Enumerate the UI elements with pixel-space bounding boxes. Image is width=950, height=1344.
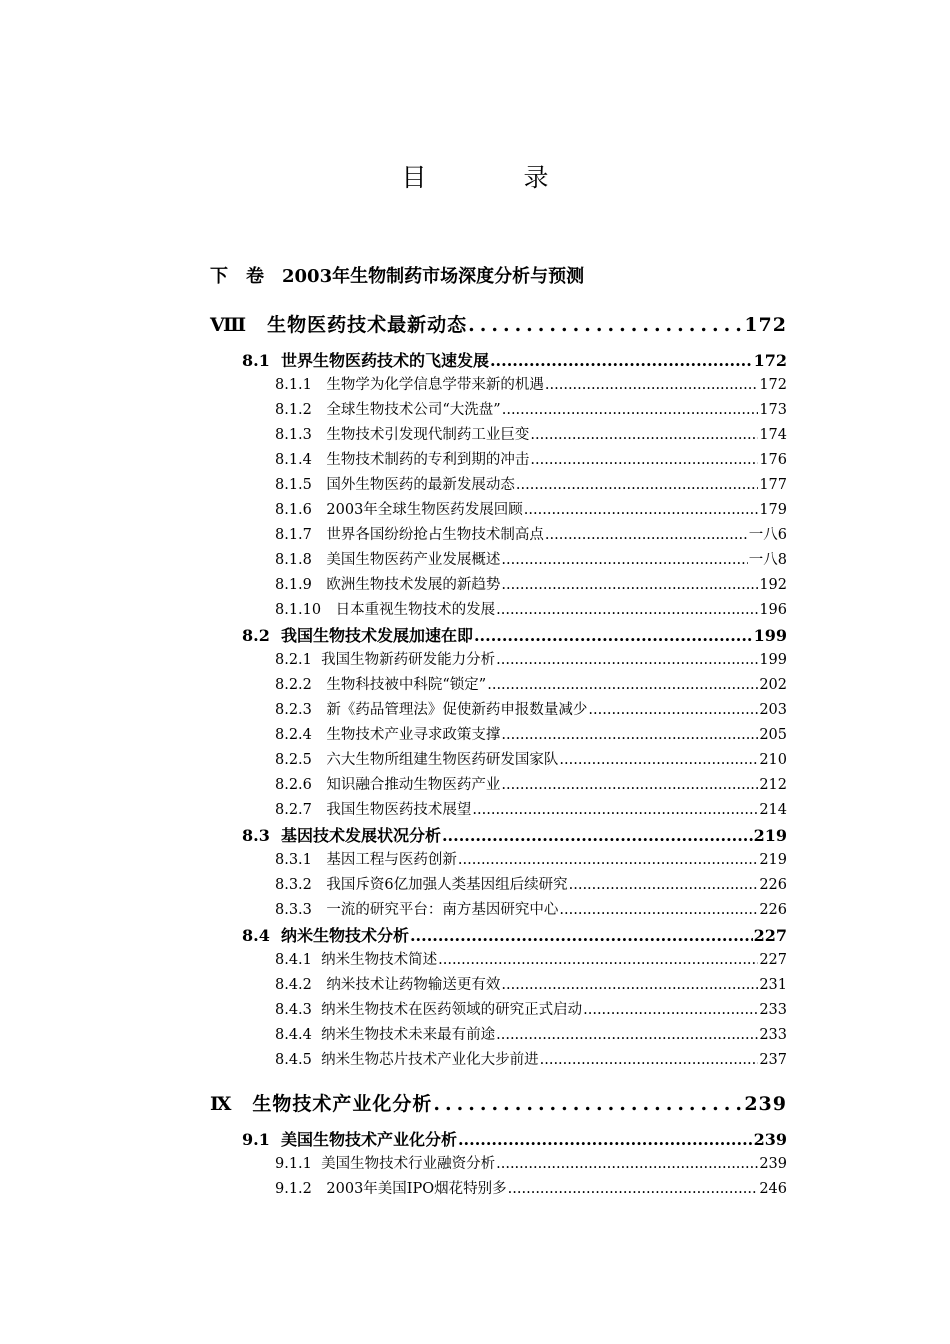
toc-entry-label: 8.2.5 六大生物所组建生物医药研发国家队 xyxy=(275,752,559,768)
toc-entry-page-number: 202 xyxy=(759,677,787,693)
toc-entry-label: 9.1.2 2003年美国IPO烟花特别多 xyxy=(275,1181,507,1197)
toc-entry-page-number: 239 xyxy=(759,1156,787,1172)
toc-sub-entry[interactable] xyxy=(210,573,787,598)
toc-sub-entry[interactable] xyxy=(210,498,787,523)
toc-entry-page-number: 172 xyxy=(759,377,787,393)
toc-sub-entry[interactable] xyxy=(210,798,787,823)
dot-leader xyxy=(545,373,758,398)
toc-sub-entry[interactable] xyxy=(210,1023,787,1048)
dot-leader xyxy=(559,748,758,773)
dot-leader xyxy=(487,673,758,698)
dot-leader xyxy=(458,1127,753,1152)
dot-leader xyxy=(583,998,758,1023)
toc-sub-entry[interactable] xyxy=(210,773,787,798)
dot-leader xyxy=(501,773,758,798)
toc-entry-page-number: 203 xyxy=(759,702,787,718)
toc-sub-entry[interactable] xyxy=(210,548,787,573)
dot-leader xyxy=(474,623,753,648)
toc-entry-page-number: 177 xyxy=(759,477,787,493)
toc-entry-page-number: 219 xyxy=(753,826,787,845)
toc-sub-entry[interactable] xyxy=(210,698,787,723)
toc-entry-label: 9.1 美国生物技术产业化分析 xyxy=(242,1130,457,1149)
toc-entry-page-number: 233 xyxy=(759,1002,787,1018)
toc-section-entry[interactable] xyxy=(210,348,787,373)
toc-entry-label: 8.1.6 2003年全球生物医药发展回顾 xyxy=(275,502,523,518)
toc-entry-label: 8.2.2 生物科技被中科院“锁定” xyxy=(275,677,487,693)
dot-leader xyxy=(438,948,758,973)
toc-section-entry[interactable] xyxy=(210,623,787,648)
toc-entry-label: 8.3.1 基因工程与医药创新 xyxy=(275,852,457,868)
toc-entry-label: 8.1.10 日本重视生物技术的发展 xyxy=(275,602,496,618)
toc-entry-page-number: 233 xyxy=(759,1027,787,1043)
toc-entry-page-number: 231 xyxy=(759,977,787,993)
toc-entry-page-number: 192 xyxy=(759,577,787,593)
dot-leader xyxy=(501,723,758,748)
dot-leader xyxy=(530,448,758,473)
toc-sub-entry[interactable] xyxy=(210,723,787,748)
toc-sub-entry[interactable] xyxy=(210,873,787,898)
toc-section-entry[interactable] xyxy=(210,1127,787,1152)
toc-entry-page-number: 172 xyxy=(753,351,787,370)
dot-leader xyxy=(530,423,758,448)
toc-entry-label: 8.4.5 纳米生物芯片技术产业化大步前进 xyxy=(275,1052,539,1068)
dot-leader xyxy=(569,873,759,898)
dot-leader xyxy=(508,1177,759,1202)
toc-section-entry[interactable] xyxy=(210,823,787,848)
toc-entry-page-number: 219 xyxy=(759,852,787,868)
dot-leader xyxy=(502,398,759,423)
dot-leader xyxy=(433,1081,743,1127)
volume-heading: 下 卷 2003年生物制药市场深度分析与预测 xyxy=(210,266,585,287)
toc-entry-label: 8.3.3 一流的研究平台：南方基因研究中心 xyxy=(275,902,559,918)
toc-chapter-entry[interactable] xyxy=(210,1081,787,1127)
toc-sub-entry[interactable] xyxy=(210,848,787,873)
toc-entry-page-number: 214 xyxy=(759,802,787,818)
toc-sub-entry[interactable] xyxy=(210,523,787,548)
dot-leader xyxy=(588,698,758,723)
toc-entry-page-number: 227 xyxy=(753,926,787,945)
toc-entry-page-number: 199 xyxy=(759,652,787,668)
dot-leader xyxy=(490,348,753,373)
toc-entry-label: 8.1.8 美国生物医药产业发展概述 xyxy=(275,552,501,568)
toc-sub-entry[interactable] xyxy=(210,373,787,398)
toc-sub-entry[interactable] xyxy=(210,648,787,673)
toc-entry-page-number: 205 xyxy=(759,727,787,743)
toc-entry-page-number: 246 xyxy=(759,1181,787,1197)
toc-entry-label: 9.1.1 美国生物技术行业融资分析 xyxy=(275,1156,496,1172)
toc-entry-label: 8.2 我国生物技术发展加速在即 xyxy=(242,626,473,645)
toc-entry-label: 8.2.1 我国生物新药研发能力分析 xyxy=(275,652,496,668)
toc-chapter-entry[interactable] xyxy=(210,302,787,348)
toc-sub-entry[interactable] xyxy=(210,948,787,973)
toc-entry-label: 8.4.1 纳米生物技术简述 xyxy=(275,952,438,968)
dot-leader xyxy=(496,598,758,623)
toc-sub-entry[interactable] xyxy=(210,398,787,423)
table-of-contents xyxy=(210,302,787,1202)
dot-leader xyxy=(472,798,758,823)
toc-entry-label: 8.1.5 国外生物医药的最新发展动态 xyxy=(275,477,515,493)
toc-entry-label: 8.1.2 全球生物技术公司“大洗盘” xyxy=(275,402,501,418)
dot-leader xyxy=(458,848,758,873)
toc-sub-entry[interactable] xyxy=(210,1048,787,1073)
dot-leader xyxy=(501,548,747,573)
toc-entry-label: 8.1.9 欧洲生物技术发展的新趋势 xyxy=(275,577,501,593)
toc-entry-page-number: 173 xyxy=(759,402,787,418)
dot-leader xyxy=(496,1023,758,1048)
toc-entry-page-number: 239 xyxy=(744,1093,787,1115)
toc-entry-page-number: 227 xyxy=(759,952,787,968)
dot-leader xyxy=(496,648,758,673)
toc-entry-page-number: 212 xyxy=(759,777,787,793)
dot-leader xyxy=(501,573,758,598)
dot-leader xyxy=(468,302,743,348)
toc-sub-entry[interactable] xyxy=(210,423,787,448)
dot-leader xyxy=(442,823,753,848)
toc-entry-label: 8.2.4 生物技术产业寻求政策支撑 xyxy=(275,727,501,743)
toc-sub-entry[interactable] xyxy=(210,673,787,698)
toc-entry-page-number: 226 xyxy=(759,877,787,893)
dot-leader xyxy=(524,498,759,523)
toc-entry-label: 8.1.3 生物技术引发现代制药工业巨变 xyxy=(275,427,530,443)
toc-entry-label: 8.1.1 生物学为化学信息学带来新的机遇 xyxy=(275,377,544,393)
toc-entry-page-number: 176 xyxy=(759,452,787,468)
toc-section-entry[interactable] xyxy=(210,923,787,948)
dot-leader xyxy=(559,898,758,923)
toc-sub-entry[interactable] xyxy=(210,998,787,1023)
toc-entry-label: Ⅷ 生物医药技术最新动态 xyxy=(210,314,468,336)
toc-entry-label: 8.4.4 纳米生物技术未来最有前途 xyxy=(275,1027,496,1043)
toc-entry-label: 8.2.3 新《药品管理法》促使新药申报数量减少 xyxy=(275,702,588,718)
toc-entry-label: 8.1.7 世界各国纷纷抢占生物技术制高点 xyxy=(275,527,544,543)
toc-entry-label: 8.1.4 生物技术制药的专利到期的冲击 xyxy=(275,452,530,468)
toc-entry-page-number: 一八8 xyxy=(748,552,787,568)
dot-leader xyxy=(516,473,758,498)
toc-entry-page-number: 196 xyxy=(759,602,787,618)
toc-sub-entry[interactable] xyxy=(210,598,787,623)
dot-leader xyxy=(410,923,753,948)
toc-entry-page-number: 174 xyxy=(759,427,787,443)
toc-entry-page-number: 199 xyxy=(753,626,787,645)
page-title: 目 录 xyxy=(401,163,585,192)
toc-sub-entry[interactable] xyxy=(210,898,787,923)
toc-entry-page-number: 210 xyxy=(759,752,787,768)
toc-entry-page-number: 226 xyxy=(759,902,787,918)
dot-leader xyxy=(540,1048,759,1073)
toc-entry-label: 8.4.3 纳米生物技术在医药领域的研究正式启动 xyxy=(275,1002,583,1018)
toc-entry-page-number: 一八6 xyxy=(748,527,787,543)
toc-entry-page-number: 179 xyxy=(759,502,787,518)
toc-entry-label: 8.4 纳米生物技术分析 xyxy=(242,926,409,945)
toc-entry-label: 8.3.2 我国斥资6亿加强人类基因组后续研究 xyxy=(275,877,568,893)
toc-entry-label: 8.1 世界生物医药技术的飞速发展 xyxy=(242,351,489,370)
toc-sub-entry[interactable] xyxy=(210,448,787,473)
toc-sub-entry[interactable] xyxy=(210,973,787,998)
dot-leader xyxy=(501,973,758,998)
dot-leader xyxy=(496,1152,758,1177)
toc-entry-label: Ⅸ 生物技术产业化分析 xyxy=(210,1093,433,1115)
toc-entry-page-number: 237 xyxy=(759,1052,787,1068)
toc-entry-page-number: 172 xyxy=(744,314,787,336)
toc-sub-entry[interactable] xyxy=(210,1177,787,1202)
chapter-spacer xyxy=(210,1073,787,1081)
toc-entry-label: 8.4.2 纳米技术让药物输送更有效 xyxy=(275,977,501,993)
toc-sub-entry[interactable] xyxy=(210,748,787,773)
toc-entry-label: 8.3 基因技术发展状况分析 xyxy=(242,826,441,845)
dot-leader xyxy=(545,523,748,548)
toc-entry-label: 8.2.7 我国生物医药技术展望 xyxy=(275,802,472,818)
toc-sub-entry[interactable] xyxy=(210,473,787,498)
toc-sub-entry[interactable] xyxy=(210,1152,787,1177)
toc-entry-label: 8.2.6 知识融合推动生物医药产业 xyxy=(275,777,501,793)
toc-entry-page-number: 239 xyxy=(753,1130,787,1149)
